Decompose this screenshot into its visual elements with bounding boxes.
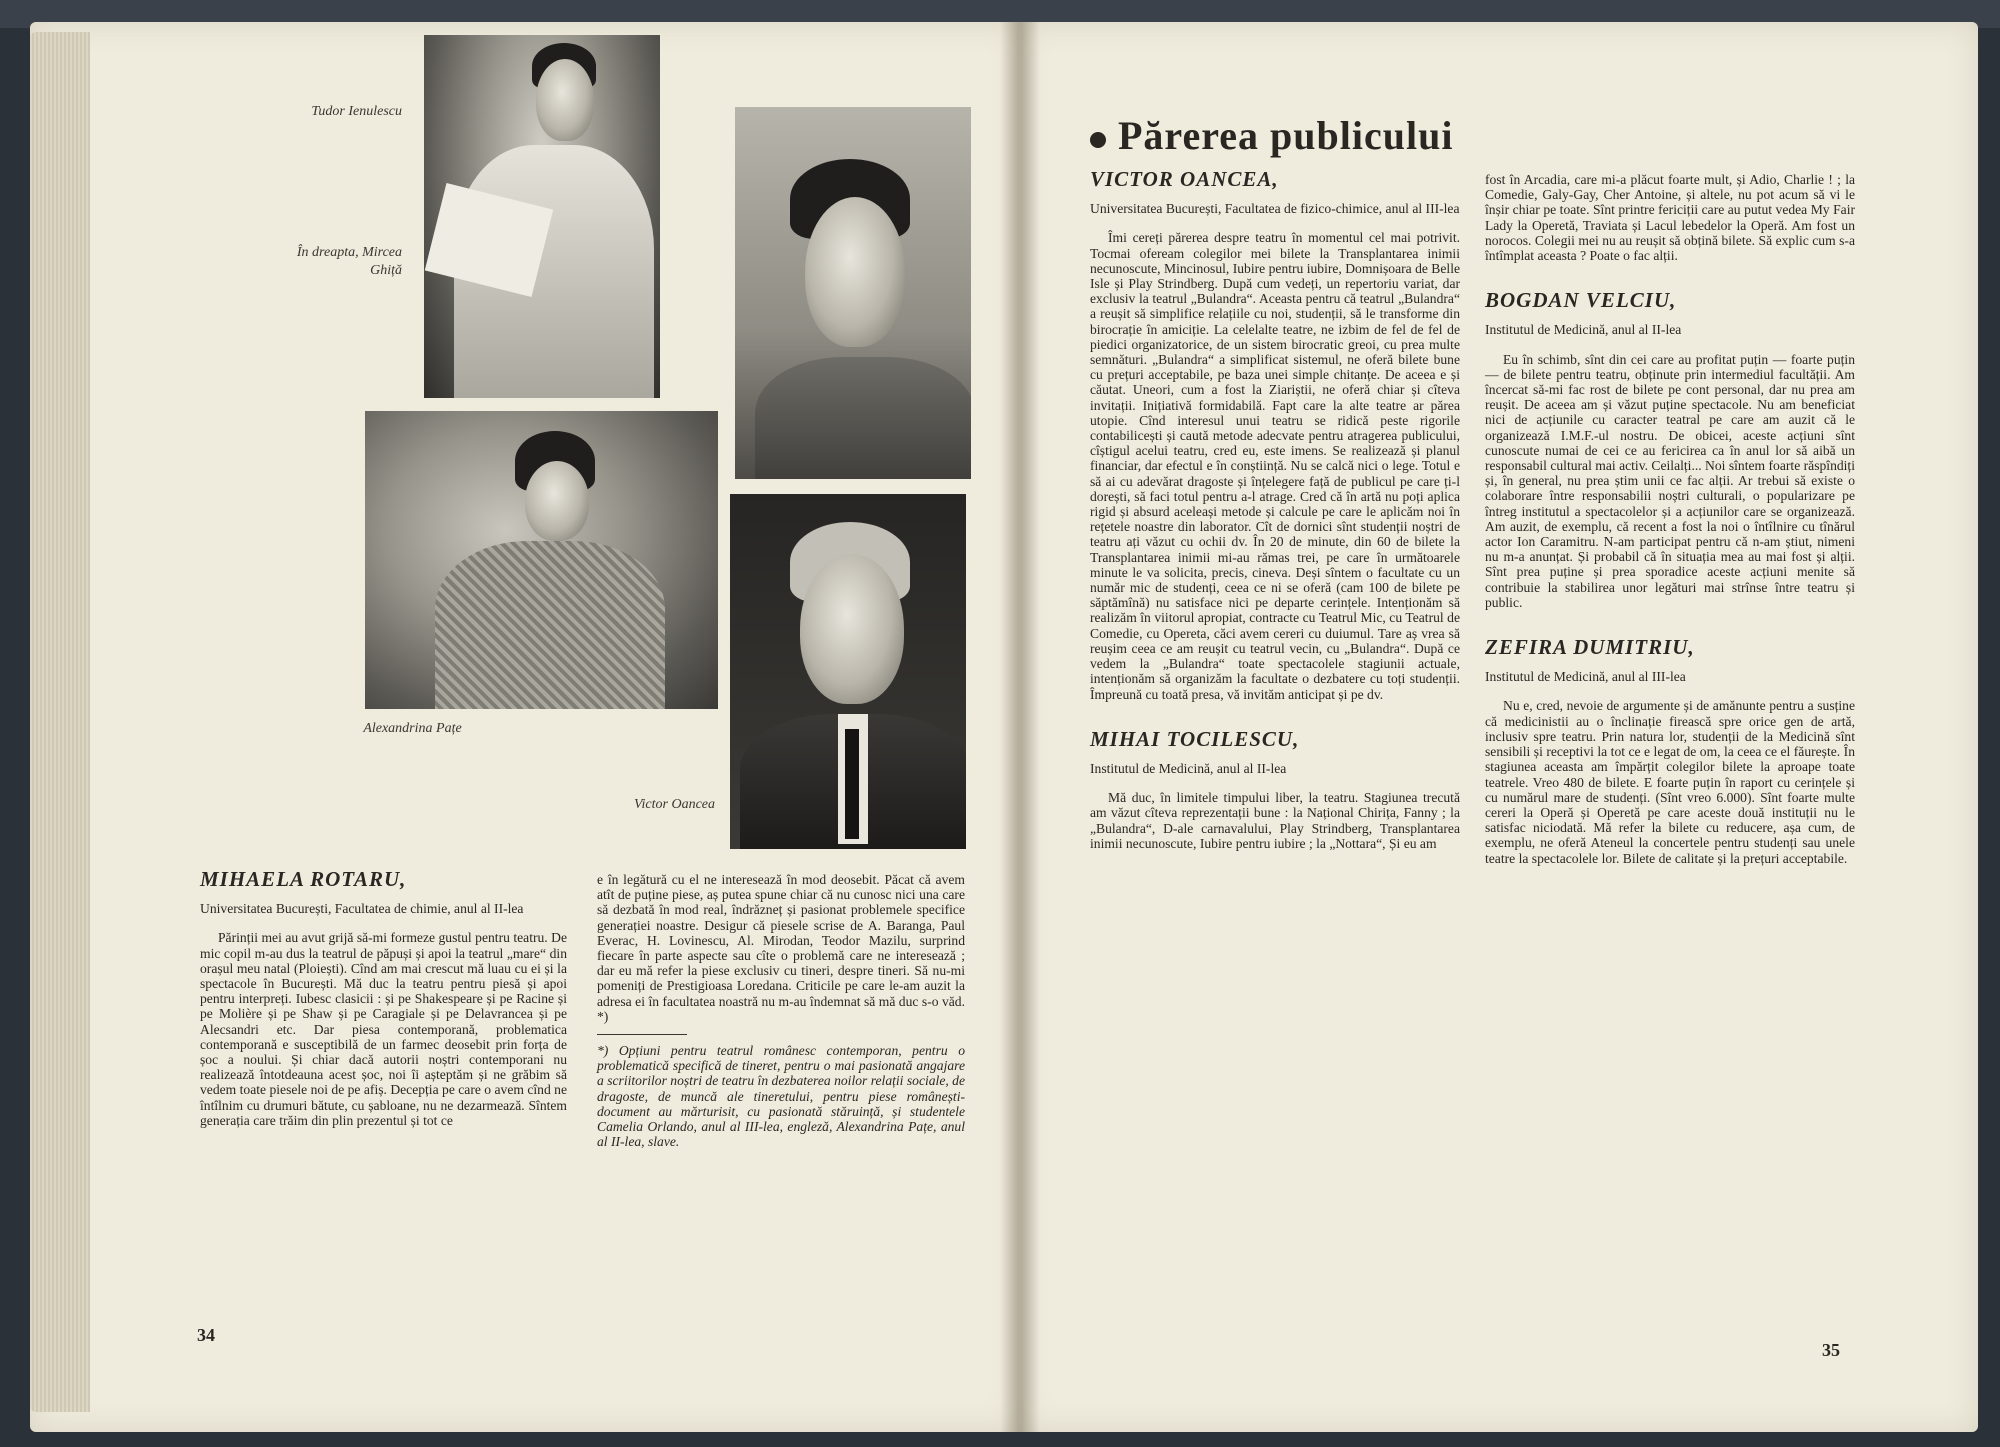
mihai-text: Mă duc, în limitele timpului liber, la teatru. Stagiunea trecută am văzut cîteva reprezentații bune : la Național Chirița, Fanny ; la „Bulandra“, D-ale carnavalului, Play Strindberg, Transplantarea inimii necunoscute, Iubire pentru iubire ; la „Nottara“, Și eu am [1090, 790, 1460, 851]
page-edges [30, 32, 90, 1412]
mihaela-text-2: e în legătură cu el ne interesează în mod deosebit. Păcat că avem atît de puține piese, aș putea spune chiar că nu cunosc nici una care să dezbată în mod real, îndrăzneț și pasionat problemele specifice generației noastre. Desigur că piesele scrise de A. Baranga, Paul Everac, H. Lovinescu, Al. Mirodan, Teodor Mazilu, surprind fiecare în parte aspecte sau cîte o problemă care ne interesează ; dar eu mă refer la piese exclusiv cu tineri, despre tineri. Să nu-mi pomeniți de Prestigioasa Loredana. Criticile pe care le-am auzit la adresa ei în facultatea noastră nu m-au îndemnat să mă duc s-o văd. *) [597, 872, 965, 1024]
caption-tudor: Tudor Ienulescu [311, 104, 402, 119]
affiliation-mihaela: Universitatea București, Facultatea de chimie, anul al II-lea [200, 901, 524, 917]
bogdan-text: Eu în schimb, sînt din cei care au profitat puțin — foarte puțin — de bilete pentru teatru, obținute prin intermediul facultății. Am încercat să-mi fac rost de bilete pe cont personal, dar nu prea am reușit. De aceea am și văzut puține spectacole. Nu am beneficiat nici de acțiunile cu caracter teatral pe care am auzit că le organizează I.M.F.-ul nostru. De obicei, aceste acțiuni sînt cunoscute numai de cei ce au fericirea ca în anul lor să aibă un responsabil cultural mai activ. Ceilalți... Noi sîntem foarte răspîndiți și, în general, nu prea știm unii ce fac alții. Ar trebui să existe o colaborare între responsabilii noștri culturali, o popularizare pe întreg institutul a spectacolelor și a acțiunilor care se organizează. Am auzit, de exemplu, că recent a fost la noi o întîlnire cu tînărul actor Ion Caramitru. N-am participat pentru că n-am știut, nimeni nu m-a anunțat. Și probabil că în situația mea au mai fost și alții. Sînt prea puține și prea sporadice aceste acțiuni menite să contribuie la stabilirea unor legături mai strînse între teatru și public. [1485, 351, 1855, 610]
affiliation-zefira: Institutul de Medicină, anul al III-lea [1485, 669, 1686, 685]
caption-mircea: În dreapta, Mircea Ghiță [296, 245, 402, 278]
right-column-1 [1090, 167, 1460, 851]
footnote: *) Opțiuni pentru teatrul românesc contemporan, pentru o problematică specifică de tineret, pentru o mai pasionată angajare a scriitorilor noștri de teatru în dezbaterea noilor relații sociale, de dragoste, de muncă ale tineretului, pentru piese românești-document au mărturisit, cu pasionată stăruință, și studentele Camelia Orlando, anul al III-lea, engleză, Alexandrina Pațe, anul al II-lea, slave. [597, 1043, 965, 1150]
mihai-text-continued: fost în Arcadia, care mi-a plăcut foarte mult, și Adio, Charlie ! ; la Comedie, Galy-Gay, Cher Antoine, și altele, nu pot acum să vi le înșir chiar pe toate. Sînt printre fericiții care au putut vedea My Fair Lady la Operetă, Traviata și Lacul lebedelor la Operă. Am fost un norocos. Colegii mei nu au reușit să obțină bilete. Să explic cum s-a întîmplat aceasta ? Poate o fac alții. [1485, 172, 1855, 264]
name-bogdan-velciu: BOGDAN VELCIU, [1485, 288, 1677, 313]
page-number-right: 35 [1822, 1340, 1840, 1360]
caption-alexandrina: Alexandrina Pațe [363, 721, 462, 736]
caption-victor: Victor Oancea [634, 797, 715, 812]
name-victor-oancea: VICTOR OANCEA, [1090, 167, 1279, 191]
affiliation-victor: Universitatea București, Facultatea de fizico-chimice, anul al III-lea [1090, 201, 1460, 217]
mihaela-text-1: Părinții mei au avut grijă să-mi formeze gustul pentru teatru. De mic copil m-au dus la teatrul de păpuși și apoi la teatrul „mare“ din orașul meu natal (Ploiești). Cînd am mai crescut mă luau cu ei și la spectacole în București. Mă duc la teatru pentru piesă și apoi pentru interpreți. Iubesc clasicii : și pe Shakespeare și pe Racine și pe Molière și pe Shaw și pe Caragiale și pe Delavrancea și pe Alecsandri etc. Dar piesa contemporană, problematica contemporană e susceptibilă de un farmec deosebit prin forța de șoc a noului. Și chiar dacă autorii noștri contemporani nu realizează întotdeauna acest șoc, noi îi așteptăm și ne grăbim să vedem toate piesele noi de pe afiș. Decepția pe care o avem cînd ne întîlnim cu drumuri bătute, cu șabloane, nu ne dezarmează. Sîntem generația care trăim din plin prezentul și tot ce [200, 930, 567, 1128]
zefira-text: Nu e, cred, nevoie de argumente și de amănunte pentru a susține că medicinistii au o înclinație firească spre orice gen de artă, inclusiv spre teatru. Prin natura lor, studenții de la Medicină sînt sensibili și receptivi la tot ce e legat de om, la ceea ce el făurește. În stagiunea aceasta am împărțit colegilor bilete la aproape toate teatrele. Vreo 480 de bilete. E foarte puțin în raport cu cerințele și cu numărul mare de studenți. (Sînt vreo 6.000). Sînt foarte multe cereri la Operă și Operetă pe care aceste două instituții nu le satisfac niciodată. Mă refer la bilete cu reducere, așa cum, de exemplu, ne oferă Ateneul la concertele pentru studenți sau unele teatre la spectacolele lor. Bilete de calitate și la prețuri acceptabile. [1485, 698, 1855, 866]
page-number-left: 34 [197, 1325, 215, 1345]
mihaela-column-1 [200, 867, 567, 1128]
heading-text: Părerea publicului [1118, 113, 1454, 158]
victor-text: Îmi cereți părerea despre teatru în momentul cel mai potrivit. Tocmai ofeream colegilor mei bilete la Transplantarea inimii necunoscute, Mincinosul, Iubire pentru iubire, Domnișoara de Belle Isle și Play Strindberg. După cum vedeți, un repertoriu variat, dar exclusiv la teatrul „Bulandra“. Aceasta pentru că teatrul „Bulandra“ a reușit să simplifice relațiile cu noi, studenții, să le transforme din birocrație în amiciție. La celelalte teatre, ne izbim de fel de fel de piedici organizatorice, de un sistem birocratic greoi, cu prea multe semnături. „Bulandra“ a simplificat sistemul, ne oferă bilete bune cu prețuri acceptabile, pe baza unei simple chitanțe. De aceea e și căutat. Uneori, cum a fost la Ziariștii, ne oferă chiar și cîteva invitații. Inițiativă formidabilă. Fapt care la alte teatre ar părea utopie. Cînd interesul unui teatru se ridică peste rigorile contabilicești și caută metode adecvate pentru atragerea publicului, cîștigul acelui teatru, cred eu, este imens. Se realizează și planul financiar, dar efectul e în conștiință. Nu se calcă nici o lege. Totul e să ai cu adevărat dragoste și înțelegere față de publicul pe care ți-l dorești, să faci totul pentru a-l atrage. Cred că în artă nu poți aplica rigid și absurd aceleași metode și calcule pe care le aplicăm noi în rețetele noastre din laborator. Cît de dornici sînt studenții noștri de teatru ați văzut cu ochii dv. În 20 de minute, din 60 de bilete la Transplantarea inimii mi-au rămas trei, pe care în următoarele minute le va solicita, precis, cineva. Deși sîntem o facultate cu un număr mic de studenți, ceea ce ni se oferă (cam 100 de bilete pe săptămînă) nu satisface nici pe departe cerințele. Intenționăm să realizăm în viitorul apropiat, contracte cu Teatrul Mic, cu Teatrul de Comedie, cu Opereta, căci avem cereri cu duiumul. Tare aș vrea să reușim ceea ce am reușit cu teatrul vecin, cu „Bulandra“. După ce vedem la „Bulandra“ toate spectacolele stagiunii actuale, intenționăm să organizăm la facultate o dezbatere cu toți studenții. Împreună cu toată presa, vă invităm anticipat și pe dv. [1090, 230, 1460, 702]
photo-mircea-ghita [735, 107, 971, 479]
affiliation-bogdan: Institutul de Medicină, anul al II-lea [1485, 322, 1682, 338]
section-heading [1090, 112, 1453, 159]
name-mihaela-rotaru: MIHAELA ROTARU, [200, 867, 407, 891]
photo-tudor-ienulescu [424, 35, 660, 398]
mihaela-column-2 [597, 872, 965, 1149]
footnote-rule [597, 1034, 687, 1035]
right-column-2 [1485, 172, 1855, 866]
book-gutter [1000, 22, 1040, 1432]
name-zefira-dumitriu: ZEFIRA DUMITRIU, [1485, 635, 1695, 660]
affiliation-mihai: Institutul de Medicină, anul al II-lea [1090, 760, 1287, 776]
photo-victor-oancea [730, 494, 966, 849]
photo-alexandrina-pate [365, 411, 718, 709]
name-mihai-tocilescu: MIHAI TOCILESCU, [1090, 726, 1300, 751]
bullet-icon [1090, 132, 1106, 148]
